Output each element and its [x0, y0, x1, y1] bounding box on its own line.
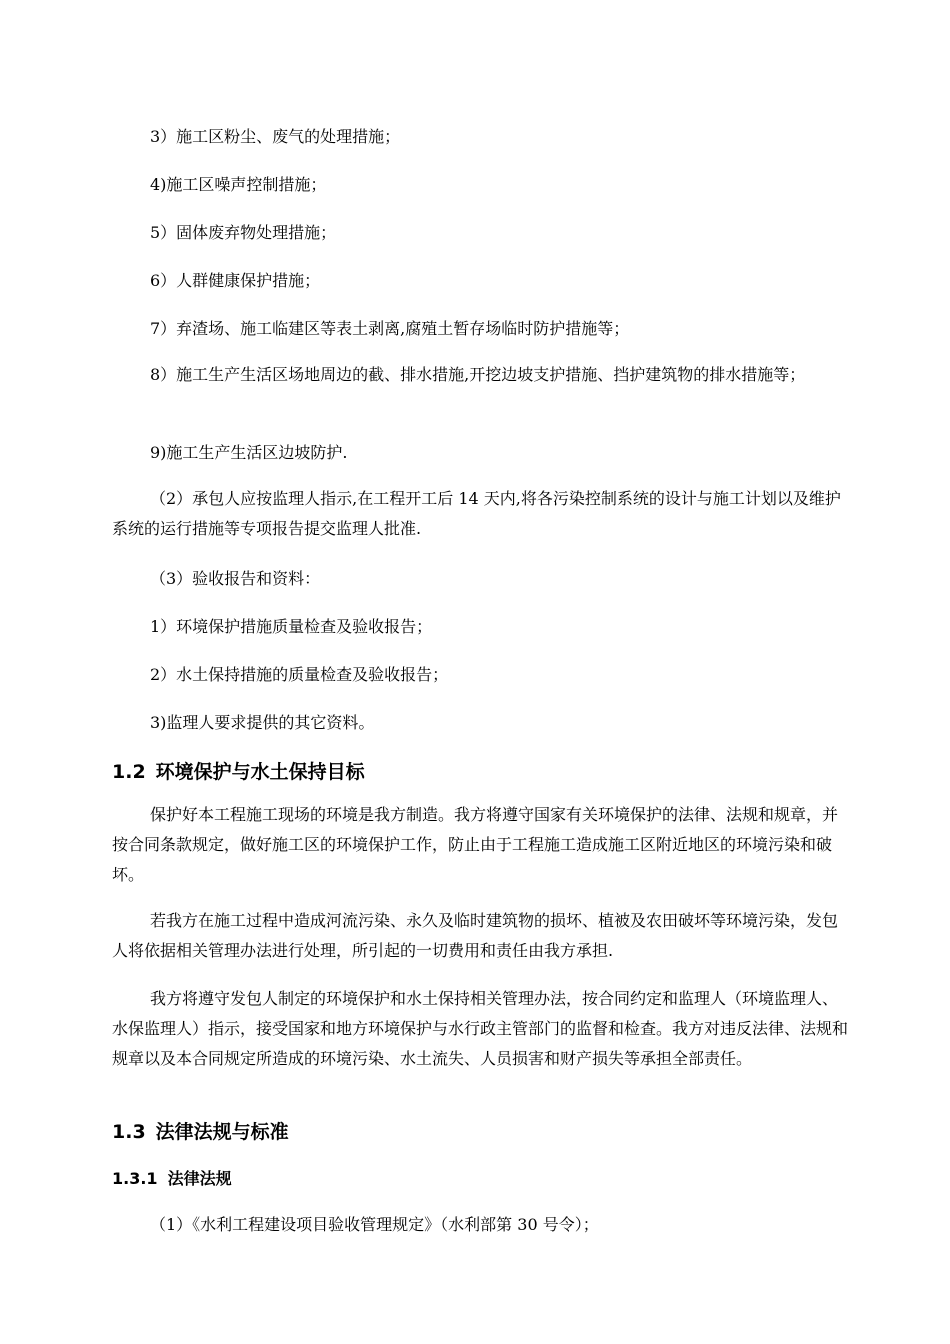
paragraph: （2）承包人应按监理人指示,在工程开工后 14 天内,将各污染控制系统的设计与施工计划以及维护系统的运行措施等专项报告提交监理人批准.	[112, 489, 841, 538]
subsection-number: 1.3.1	[112, 1169, 158, 1188]
subsection-title: 法律法规	[167, 1169, 232, 1188]
list-item: 1）环境保护措施质量检查及验收报告；	[150, 617, 433, 636]
paragraph: 若我方在施工过程中造成河流污染、永久及临时建筑物的损坏、植被及农田破坏等环境污染，发包人将依据相关管理办法进行处理，所引起的一切费用和责任由我方承担.	[112, 911, 839, 960]
list-item: 7）弃渣场、施工临建区等表土剥离,腐殖土暂存场临时防护措施等；	[150, 319, 630, 338]
list-item: （1）《水利工程建设项目验收管理规定》（水利部第 30 号令）；	[150, 1215, 599, 1234]
paragraph: 我方将遵守发包人制定的环境保护和水土保持相关管理办法，按合同约定和监理人（环境监理人、水保监理人）指示，接受国家和地方环境保护与水行政主管部门的监督和检查。我方对违反法律、法规和规章以及本合同规定所造成的环境污染、水土流失、人员损害和财产损失等承担全部责任。	[112, 989, 849, 1068]
list-item: 6）人群健康保护措施；	[150, 271, 321, 290]
paragraph: （3）验收报告和资料：	[150, 569, 321, 588]
list-item: 4)施工区噪声控制措施；	[150, 175, 327, 194]
list-item: 3)监理人要求提供的其它资料。	[150, 713, 375, 732]
section-number: 1.3	[112, 1121, 146, 1143]
list-item: 2）水土保持措施的质量检查及验收报告；	[150, 665, 449, 684]
list-item: 3）施工区粉尘、废气的处理措施；	[150, 127, 401, 146]
section-heading-1-3	[112, 1118, 289, 1146]
list-item: 8）施工生产生活区场地周边的截、排水措施,开挖边坡支护措施、挡护建筑物的排水措施等；	[150, 365, 806, 384]
section-number: 1.2	[112, 761, 146, 783]
section-heading-1-2	[112, 758, 365, 786]
section-title: 环境保护与水土保持目标	[155, 761, 365, 783]
section-title: 法律法规与标准	[155, 1121, 289, 1143]
list-item: 9)施工生产生活区边坡防护.	[150, 443, 348, 462]
paragraph: 保护好本工程施工现场的环境是我方制造。我方将遵守国家有关环境保护的法律、法规和规章，并按合同条款规定，做好施工区的环境保护工作，防止由于工程施工造成施工区附近地区的环境污染和破坏。	[112, 805, 839, 884]
list-item: 5）固体废弃物处理措施；	[150, 223, 337, 242]
subsection-heading-1-3-1	[112, 1166, 232, 1192]
